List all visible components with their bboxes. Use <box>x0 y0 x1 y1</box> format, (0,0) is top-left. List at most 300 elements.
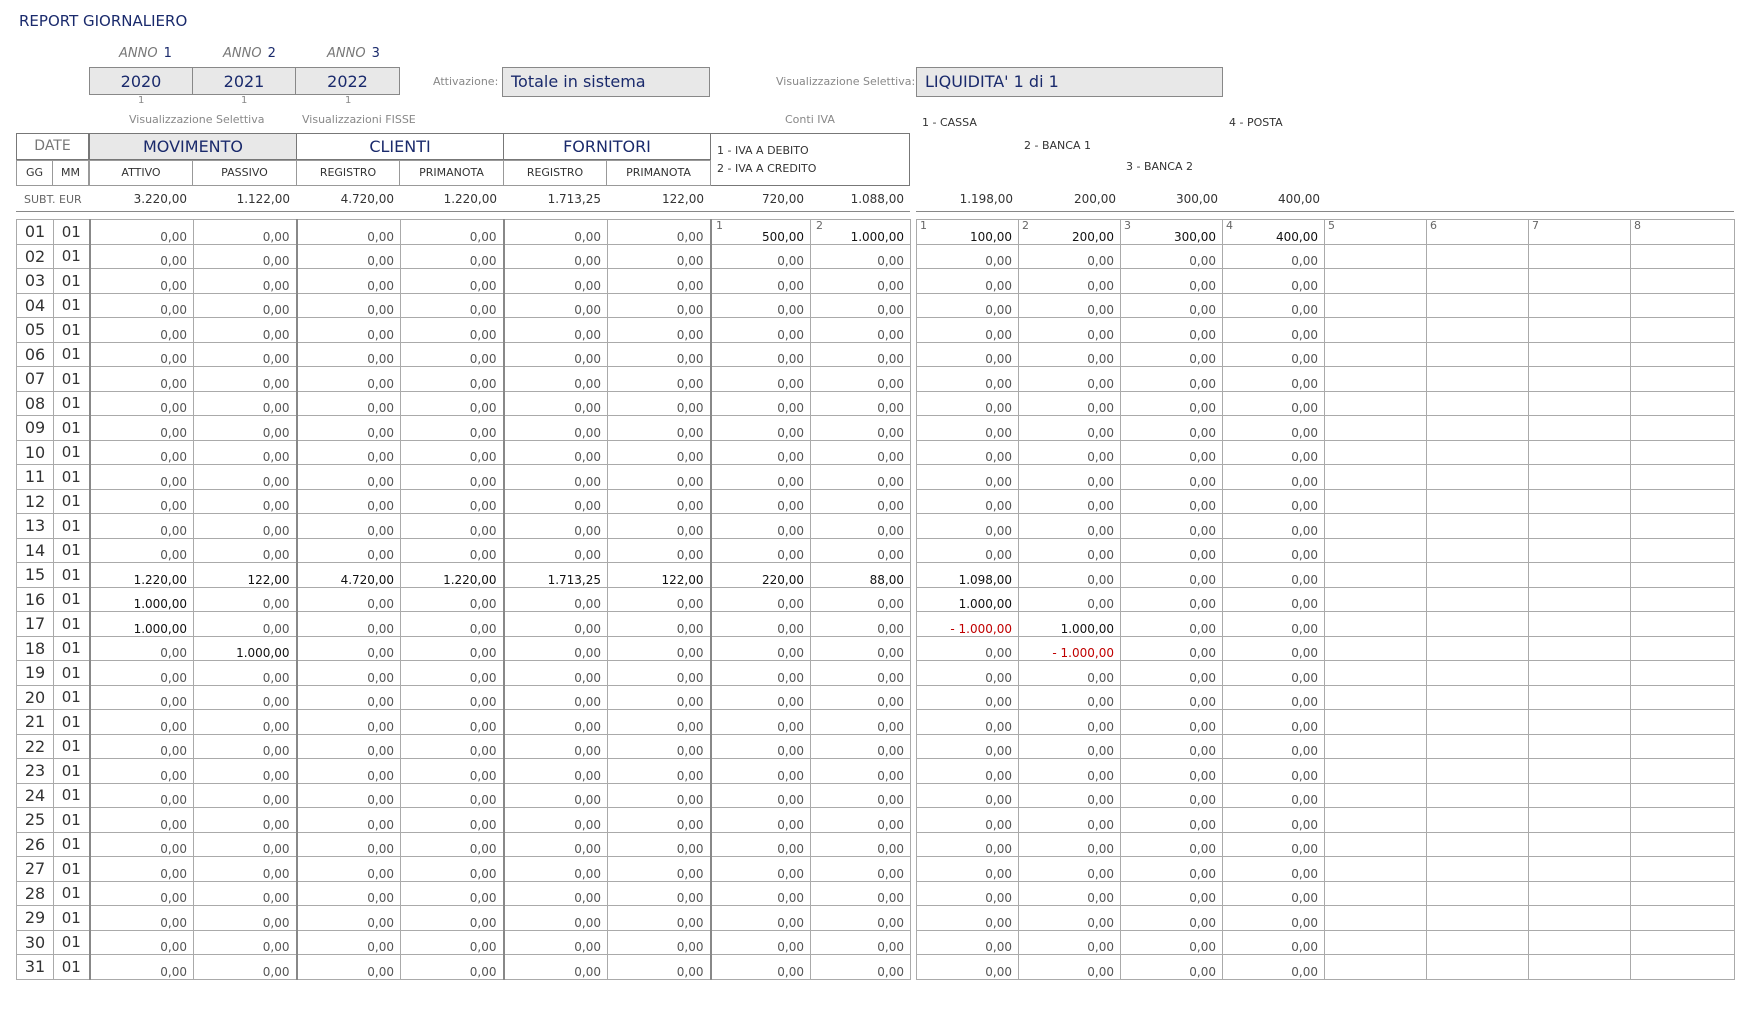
clienti-registro-header: REGISTRO <box>296 160 400 186</box>
month-cell: 01 <box>54 906 90 931</box>
iva-legend-2: 2 - IVA A CREDITO <box>717 162 817 175</box>
value-cell: 0,00 <box>194 587 297 612</box>
value-cell: 0,00 <box>194 857 297 882</box>
liquidita-cell <box>1325 293 1427 318</box>
liquidita-cell <box>1631 881 1735 906</box>
day-cell: 11 <box>17 465 54 490</box>
liquidita-cell: 0,00 <box>917 710 1019 735</box>
liquidita-cell: 0,00 <box>917 685 1019 710</box>
liquidita-cell <box>1529 832 1631 857</box>
liquidita-col-number: 3 <box>1124 219 1131 232</box>
liquidita-cell: 0,00 <box>917 734 1019 759</box>
day-cell: 27 <box>17 857 54 882</box>
liquidita-cell <box>1631 538 1735 563</box>
value-cell: 0,00 <box>194 685 297 710</box>
liquidita-cell: 0,00 <box>1223 342 1325 367</box>
liquidita-cell <box>1631 220 1735 245</box>
value-cell: 0,00 <box>608 220 711 245</box>
liquidita-cell <box>1631 416 1735 441</box>
day-cell: 12 <box>17 489 54 514</box>
liquidita-cell: 0,00 <box>917 759 1019 784</box>
value-cell: 0,00 <box>90 244 194 269</box>
liquidita-cell <box>1427 955 1529 980</box>
month-cell: 01 <box>54 881 90 906</box>
value-cell: 0,00 <box>811 465 911 490</box>
value-cell: 0,00 <box>504 906 608 931</box>
liquidita-cell: 0,00 <box>1019 391 1121 416</box>
liquidita-cell: 0,00 <box>1019 416 1121 441</box>
value-cell: 0,00 <box>811 318 911 343</box>
value-cell: 0,00 <box>608 538 711 563</box>
day-cell: 20 <box>17 685 54 710</box>
value-cell: 0,00 <box>504 538 608 563</box>
liquidita-cell <box>1631 465 1735 490</box>
value-cell: 0,00 <box>401 832 504 857</box>
liquidita-cell: 0,00 <box>917 244 1019 269</box>
day-cell: 19 <box>17 661 54 686</box>
value-cell: 0,00 <box>711 342 811 367</box>
liquidita-cell: 0,00 <box>917 465 1019 490</box>
liquidita-cell: 0,00 <box>1223 857 1325 882</box>
year-2021-button[interactable]: 2021 <box>192 67 296 95</box>
month-cell: 01 <box>54 636 90 661</box>
subtotal-liq-1: 1.198,00 <box>959 192 1013 206</box>
value-cell: 0,00 <box>811 514 911 539</box>
liquidita-cell <box>1631 342 1735 367</box>
liquidita-cell <box>1631 661 1735 686</box>
value-cell: 0,00 <box>297 808 401 833</box>
liquidita-cell <box>1325 465 1427 490</box>
subtotal-clienti-primanota: 1.220,00 <box>443 192 497 206</box>
liquidita-cell <box>1529 489 1631 514</box>
liquidita-cell <box>1325 857 1427 882</box>
month-cell: 01 <box>54 318 90 343</box>
liquidita-cell: 0,00 <box>1223 440 1325 465</box>
liquidita-cell: 0,00 <box>1019 710 1121 735</box>
anno-2-label: ANNO 2 <box>223 46 276 61</box>
liquidita-cell: 0,00 <box>1223 955 1325 980</box>
liquidita-cell <box>1427 563 1529 588</box>
month-cell: 01 <box>54 685 90 710</box>
value-cell: 0,00 <box>297 416 401 441</box>
month-cell: 01 <box>54 416 90 441</box>
conti-iva-caption: Conti IVA <box>785 113 835 126</box>
day-cell: 16 <box>17 587 54 612</box>
value-cell: 0,00 <box>811 930 911 955</box>
liquidita-cell: 0,00 <box>917 857 1019 882</box>
value-cell: 1.000,00 <box>90 612 194 637</box>
value-cell: 0,00 <box>297 342 401 367</box>
table-row <box>17 587 911 612</box>
vis-sel-caption: Visualizzazione Selettiva <box>129 113 265 126</box>
liquidita-cell: 0,00 <box>1019 538 1121 563</box>
value-cell: 0,00 <box>811 391 911 416</box>
liquidita-cell: 0,00 <box>1223 685 1325 710</box>
liquidita-row <box>917 930 1735 955</box>
liquidita-cell: 0,00 <box>917 293 1019 318</box>
month-cell: 01 <box>54 514 90 539</box>
liquidita-cell: 0,00 <box>917 318 1019 343</box>
liquidita-cell <box>1325 587 1427 612</box>
separator-right <box>916 211 1734 212</box>
value-cell: 0,00 <box>90 710 194 735</box>
iva-legend-1: 1 - IVA A DEBITO <box>717 144 809 157</box>
table-row <box>17 514 911 539</box>
subtotal-attivo: 3.220,00 <box>133 192 187 206</box>
value-cell: 0,00 <box>297 612 401 637</box>
liquidita-cell: 0,00 <box>1223 269 1325 294</box>
value-cell: 0,00 <box>711 881 811 906</box>
liquidita-cell <box>1325 734 1427 759</box>
value-cell: 0,00 <box>811 955 911 980</box>
value-cell: 0,00 <box>711 489 811 514</box>
iva-col-number: 2 <box>816 219 823 232</box>
liquidita-cell: 0,00 <box>1121 563 1223 588</box>
value-cell: 0,00 <box>297 881 401 906</box>
day-cell: 04 <box>17 293 54 318</box>
liquidita-cell: 0,00 <box>1223 661 1325 686</box>
liquidita-cell <box>1631 710 1735 735</box>
liquidita-cell <box>1529 220 1631 245</box>
attivazione-select[interactable]: Totale in sistema <box>502 67 710 97</box>
separator-left <box>16 211 910 212</box>
liquidita-cell: 0,00 <box>1223 759 1325 784</box>
liquidita-cell <box>1529 367 1631 392</box>
liquidita-cell <box>1325 514 1427 539</box>
value-cell: 0,00 <box>608 906 711 931</box>
value-cell: 0,00 <box>608 465 711 490</box>
value-cell: 0,00 <box>194 906 297 931</box>
value-cell: 0,00 <box>297 955 401 980</box>
value-cell: 0,00 <box>401 514 504 539</box>
value-cell: 0,00 <box>504 489 608 514</box>
liquidita-cell: 0,00 <box>1121 440 1223 465</box>
value-cell: 0,00 <box>711 759 811 784</box>
anno-2-sub: 1 <box>241 95 248 106</box>
liquidita-cell: 0,00 <box>1019 440 1121 465</box>
liquidita-cell: 0,00 <box>1121 710 1223 735</box>
value-cell: 0,00 <box>608 318 711 343</box>
month-cell: 01 <box>54 244 90 269</box>
value-cell: 0,00 <box>90 636 194 661</box>
liquidita-cell: 0,00 <box>917 832 1019 857</box>
liquidita-cell <box>1325 342 1427 367</box>
value-cell: 0,00 <box>194 783 297 808</box>
day-cell: 13 <box>17 514 54 539</box>
liquidita-cell: 0,00 <box>917 955 1019 980</box>
liquidita-cell <box>1529 244 1631 269</box>
liquidita-cell: 0,00 <box>1223 514 1325 539</box>
value-cell: 4.720,00 <box>297 563 401 588</box>
value-cell: 0,00 <box>811 710 911 735</box>
liquidita-cell: 0,00 <box>1019 808 1121 833</box>
table-row <box>17 269 911 294</box>
liquidita-cell: 0,00 <box>917 269 1019 294</box>
value-cell: 0,00 <box>90 661 194 686</box>
liquidita-cell: 0,00 <box>1121 514 1223 539</box>
month-cell: 01 <box>54 465 90 490</box>
liquidita-cell <box>1427 808 1529 833</box>
report-title: REPORT GIORNALIERO <box>19 12 188 30</box>
liquidita-cell: 0,00 <box>1121 391 1223 416</box>
value-cell: 0,00 <box>608 587 711 612</box>
liquidita-row <box>917 685 1735 710</box>
value-cell: 0,00 <box>711 612 811 637</box>
value-cell: 0,00 <box>711 734 811 759</box>
liquidita-cell: 0,00 <box>1019 587 1121 612</box>
liquidita-cell: 0,00 <box>917 440 1019 465</box>
liquidita-cell: 0,00 <box>1121 930 1223 955</box>
liquidita-row <box>917 269 1735 294</box>
vis-selettiva-select[interactable]: LIQUIDITA' 1 di 1 <box>916 67 1223 97</box>
liquidita-row <box>917 587 1735 612</box>
liquidita-row <box>917 832 1735 857</box>
liq-legend-2: 2 - BANCA 1 <box>1024 139 1091 152</box>
value-cell: 0,00 <box>711 930 811 955</box>
liquidita-cell <box>1529 661 1631 686</box>
liquidita-col-number: 1 <box>920 219 927 232</box>
value-cell: 0,00 <box>297 685 401 710</box>
liquidita-cell: 0,00 <box>1121 636 1223 661</box>
value-cell: 0,00 <box>608 244 711 269</box>
value-cell: 0,00 <box>194 440 297 465</box>
value-cell: 0,00 <box>608 269 711 294</box>
liquidita-row <box>917 636 1735 661</box>
liquidita-cell <box>1325 906 1427 931</box>
value-cell: 0,00 <box>711 465 811 490</box>
value-cell: 0,00 <box>90 220 194 245</box>
liquidita-cell <box>1631 489 1735 514</box>
value-cell: 0,00 <box>401 244 504 269</box>
value-cell: 0,00 <box>504 587 608 612</box>
liquidita-cell <box>1325 759 1427 784</box>
value-cell: 0,00 <box>811 881 911 906</box>
liquidita-cell: 0,00 <box>917 636 1019 661</box>
liquidita-row <box>917 514 1735 539</box>
value-cell: 0,00 <box>90 269 194 294</box>
liquidita-cell: 0,00 <box>1121 661 1223 686</box>
day-cell: 03 <box>17 269 54 294</box>
month-cell: 01 <box>54 342 90 367</box>
value-cell: 0,00 <box>297 514 401 539</box>
value-cell: 0,00 <box>608 342 711 367</box>
value-cell: 0,00 <box>504 342 608 367</box>
liquidita-col-number: 6 <box>1430 219 1437 232</box>
value-cell: 0,00 <box>401 710 504 735</box>
subtotal-liq-2: 200,00 <box>1074 192 1116 206</box>
vis-selettiva-label: Visualizzazione Selettiva: <box>776 75 916 88</box>
value-cell: 0,00 <box>711 391 811 416</box>
liquidita-cell: 0,00 <box>1121 342 1223 367</box>
value-cell: 0,00 <box>811 416 911 441</box>
liquidita-cell <box>1631 808 1735 833</box>
liquidita-cell <box>1325 220 1427 245</box>
value-cell: 0,00 <box>90 955 194 980</box>
attivazione-label: Attivazione: <box>433 75 499 88</box>
liquidita-cell <box>1427 881 1529 906</box>
year-2022-button[interactable]: 2022 <box>295 67 400 95</box>
value-cell: 0,00 <box>811 367 911 392</box>
liquidita-cell <box>1325 416 1427 441</box>
value-cell: 0,00 <box>90 808 194 833</box>
liquidita-cell: 0,00 <box>1223 244 1325 269</box>
value-cell: 0,00 <box>194 465 297 490</box>
liquidita-cell <box>1427 906 1529 931</box>
value-cell: 0,00 <box>608 685 711 710</box>
day-cell: 23 <box>17 759 54 784</box>
value-cell: 0,00 <box>711 367 811 392</box>
liquidita-cell <box>1631 563 1735 588</box>
liquidita-cell <box>1631 906 1735 931</box>
liquidita-cell <box>1325 489 1427 514</box>
value-cell: 0,00 <box>194 489 297 514</box>
value-cell: 0,00 <box>401 269 504 294</box>
value-cell: 0,00 <box>401 538 504 563</box>
liquidita-col-number: 7 <box>1532 219 1539 232</box>
liq-legend-1: 1 - CASSA <box>922 116 977 129</box>
fornitori-primanota-header: PRIMANOTA <box>606 160 711 186</box>
liquidita-cell: 0,00 <box>917 391 1019 416</box>
value-cell: 0,00 <box>504 416 608 441</box>
liquidita-cell <box>1325 685 1427 710</box>
table-row <box>17 416 911 441</box>
value-cell: 0,00 <box>711 710 811 735</box>
value-cell: 0,00 <box>297 587 401 612</box>
liquidita-cell: 0,00 <box>1019 269 1121 294</box>
value-cell: 0,00 <box>711 808 811 833</box>
value-cell: 0,00 <box>297 220 401 245</box>
liquidita-cell: 0,00 <box>1121 881 1223 906</box>
liquidita-row <box>917 955 1735 980</box>
liquidita-cell <box>1529 538 1631 563</box>
liquidita-cell <box>1325 538 1427 563</box>
table-row <box>17 955 911 980</box>
fornitori-header: FORNITORI <box>503 133 711 160</box>
liquidita-cell <box>1529 930 1631 955</box>
day-cell: 06 <box>17 342 54 367</box>
value-cell: 0,00 <box>504 808 608 833</box>
value-cell: 0,00 <box>504 930 608 955</box>
vis-fisse-caption: Visualizzazioni FISSE <box>302 113 416 126</box>
day-cell: 09 <box>17 416 54 441</box>
liquidita-cell: 0,00 <box>1223 416 1325 441</box>
liquidita-cell <box>1529 587 1631 612</box>
value-cell: 0,00 <box>608 783 711 808</box>
value-cell: 0,00 <box>90 465 194 490</box>
value-cell: 0,00 <box>297 832 401 857</box>
liquidita-cell <box>1325 832 1427 857</box>
value-cell: 0,00 <box>811 857 911 882</box>
value-cell: 0,00 <box>504 636 608 661</box>
liquidita-cell: 0,00 <box>1223 367 1325 392</box>
subt-label: SUBT. EUR <box>24 193 82 206</box>
value-cell: 0,00 <box>90 881 194 906</box>
liquidita-cell: 0,00 <box>1121 367 1223 392</box>
month-cell: 01 <box>54 563 90 588</box>
liquidita-cell <box>1529 685 1631 710</box>
day-cell: 21 <box>17 710 54 735</box>
value-cell: 0,00 <box>297 906 401 931</box>
subtotal-fornitori-registro: 1.713,25 <box>547 192 601 206</box>
date-header: DATE <box>16 133 89 160</box>
month-cell: 01 <box>54 930 90 955</box>
value-cell: 0,00 <box>194 832 297 857</box>
value-cell: 0,00 <box>504 783 608 808</box>
month-cell: 01 <box>54 783 90 808</box>
liquidita-cell: 0,00 <box>1019 342 1121 367</box>
value-cell: 0,00 <box>90 783 194 808</box>
value-cell: 0,00 <box>608 636 711 661</box>
subtotal-passivo: 1.122,00 <box>236 192 290 206</box>
value-cell: 0,00 <box>711 269 811 294</box>
liquidita-cell <box>1529 734 1631 759</box>
liquidita-row <box>917 465 1735 490</box>
value-cell: 0,00 <box>608 367 711 392</box>
liquidita-row <box>917 906 1735 931</box>
value-cell: 0,00 <box>401 783 504 808</box>
value-cell: 88,00 <box>811 563 911 588</box>
liquidita-cell: - 1.000,00 <box>1019 636 1121 661</box>
day-cell: 30 <box>17 930 54 955</box>
month-cell: 01 <box>54 857 90 882</box>
liquidita-cell: 0,00 <box>1121 538 1223 563</box>
value-cell: 0,00 <box>811 587 911 612</box>
liquidita-cell <box>1529 440 1631 465</box>
value-cell: 0,00 <box>504 685 608 710</box>
value-cell: 0,00 <box>297 367 401 392</box>
liquidita-cell: 0,00 <box>1019 293 1121 318</box>
day-cell: 22 <box>17 734 54 759</box>
liquidita-cell <box>1529 342 1631 367</box>
liquidita-cell: 0,00 <box>1019 367 1121 392</box>
value-cell: 0,00 <box>811 489 911 514</box>
month-cell: 01 <box>54 440 90 465</box>
liquidita-col-number: 5 <box>1328 219 1335 232</box>
liquidita-row <box>917 489 1735 514</box>
value-cell: 0,00 <box>608 955 711 980</box>
value-cell: 0,00 <box>811 636 911 661</box>
liquidita-cell <box>1631 783 1735 808</box>
liquidita-cell <box>1427 587 1529 612</box>
table-row <box>17 440 911 465</box>
value-cell: 0,00 <box>608 710 711 735</box>
value-cell: 0,00 <box>811 244 911 269</box>
value-cell: 0,00 <box>504 465 608 490</box>
liquidita-cell <box>1427 220 1529 245</box>
liquidita-row <box>917 734 1735 759</box>
value-cell: 0,00 <box>608 759 711 784</box>
liquidita-cell <box>1427 710 1529 735</box>
gg-header: GG <box>16 160 53 186</box>
liquidita-cell <box>1631 612 1735 637</box>
value-cell: 0,00 <box>608 857 711 882</box>
value-cell: 0,00 <box>711 514 811 539</box>
liquidita-cell <box>1427 342 1529 367</box>
liquidita-cell: 0,00 <box>1223 391 1325 416</box>
liquidita-cell: 0,00 <box>1019 685 1121 710</box>
value-cell: 0,00 <box>297 269 401 294</box>
value-cell: 0,00 <box>504 612 608 637</box>
year-2020-button[interactable]: 2020 <box>89 67 193 95</box>
value-cell: 0,00 <box>194 612 297 637</box>
anno-1-sub: 1 <box>138 95 145 106</box>
liquidita-col-number: 2 <box>1022 219 1029 232</box>
liquidita-cell: 200,00 <box>1019 220 1121 245</box>
liquidita-col-number: 8 <box>1634 219 1641 232</box>
liquidita-row <box>917 661 1735 686</box>
attivo-header: ATTIVO <box>89 160 193 186</box>
fornitori-registro-header: REGISTRO <box>503 160 607 186</box>
